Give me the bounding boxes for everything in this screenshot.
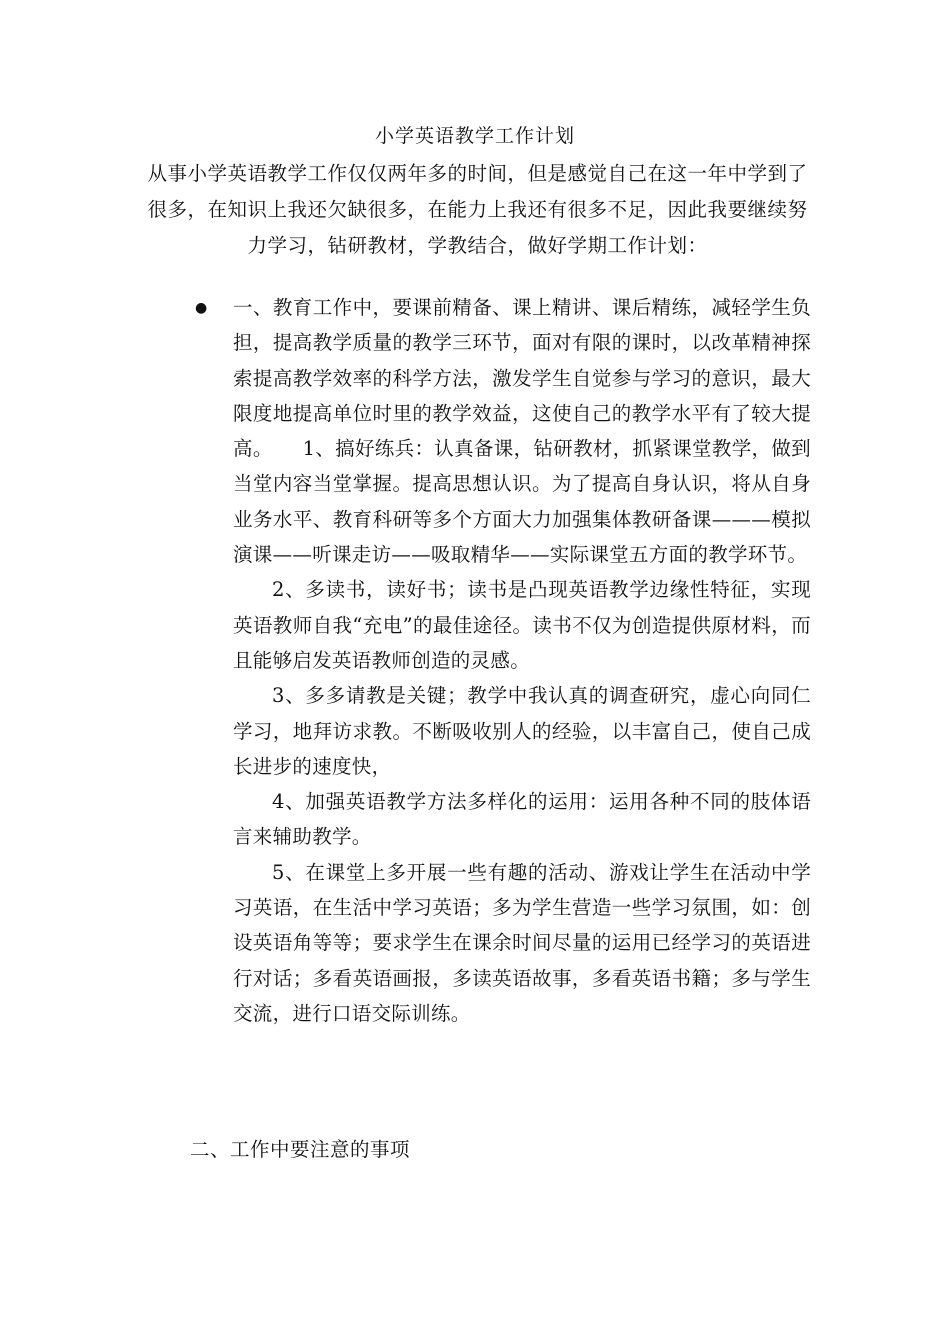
section-two-heading: 二、工作中要注意的事项 xyxy=(190,1138,411,1161)
document-title: 小学英语教学工作计划 xyxy=(374,125,575,147)
paragraph-class-activities: 5、在课堂上多开展一些有趣的活动、游戏让学生在活动中学习英语，在生活中学习英语；多为学生营造一些学习氛围，如：创设英语角等等；要求学生在课余时间尽量的运用已经学习的英语进行对话；多看英语画报，多读英语故事，多看英语书籍；多与学生 交流，进行口语交际训练。 xyxy=(233,860,831,1025)
paragraph-read-books: 2、多读书，读好书；读书是凸现英语教学边缘性特征，实现英语教师自我“充电”的最佳途径。读书不仅为创造提供原材料，而且能够启发英语教师创造的灵感。 xyxy=(233,578,811,672)
list-item xyxy=(233,290,831,1031)
paragraph-education-work: 一、教育工作中，要课前精备、课上精讲、课后精练，减轻学生负担，提高教学质量的教学三环节，面对有限的课时，以改革精神探索提高教学效率的科学方法，激发学生自觉参与学习的意识，最大限度地提高单位时里的教学效益，这使自己的教学水平有了较大提高。 1、搞好练兵：认真备课，钻研教材，抓紧课堂教学，做到当堂内容当堂掌握。提高思想认识。为了提高自身认识，将从自身业务水平、教育科研等多个方面大力加强集体教研备课———模拟演课——听课走访——吸取精华——实际课堂五方面的教学环节。 xyxy=(233,296,811,567)
paragraph-ask-advice: 3、多多请教是关键；教学中我认真的调查研究，虚心向同仁学习，地拜访求教。不断吸收别人的经验，以丰富自己，使自己成长进步的速度快， xyxy=(233,684,811,778)
intro-paragraph: 从事小学英语教学工作仅仅两年多的时间，但是感觉自己在这一年中学到了很多，在知识上我还欠缺很多，在能力上我还有很多不足，因此我要继续努力学习，钻研教材，学教结合，做好学期工作计划： xyxy=(147,162,808,257)
bullet-list xyxy=(195,290,831,1031)
paragraph-teaching-methods: 4、加强英语教学方法多样化的运用：运用各种不同的肢体语言来辅助教学。 xyxy=(233,790,811,849)
bullet-icon: ● xyxy=(195,300,208,316)
